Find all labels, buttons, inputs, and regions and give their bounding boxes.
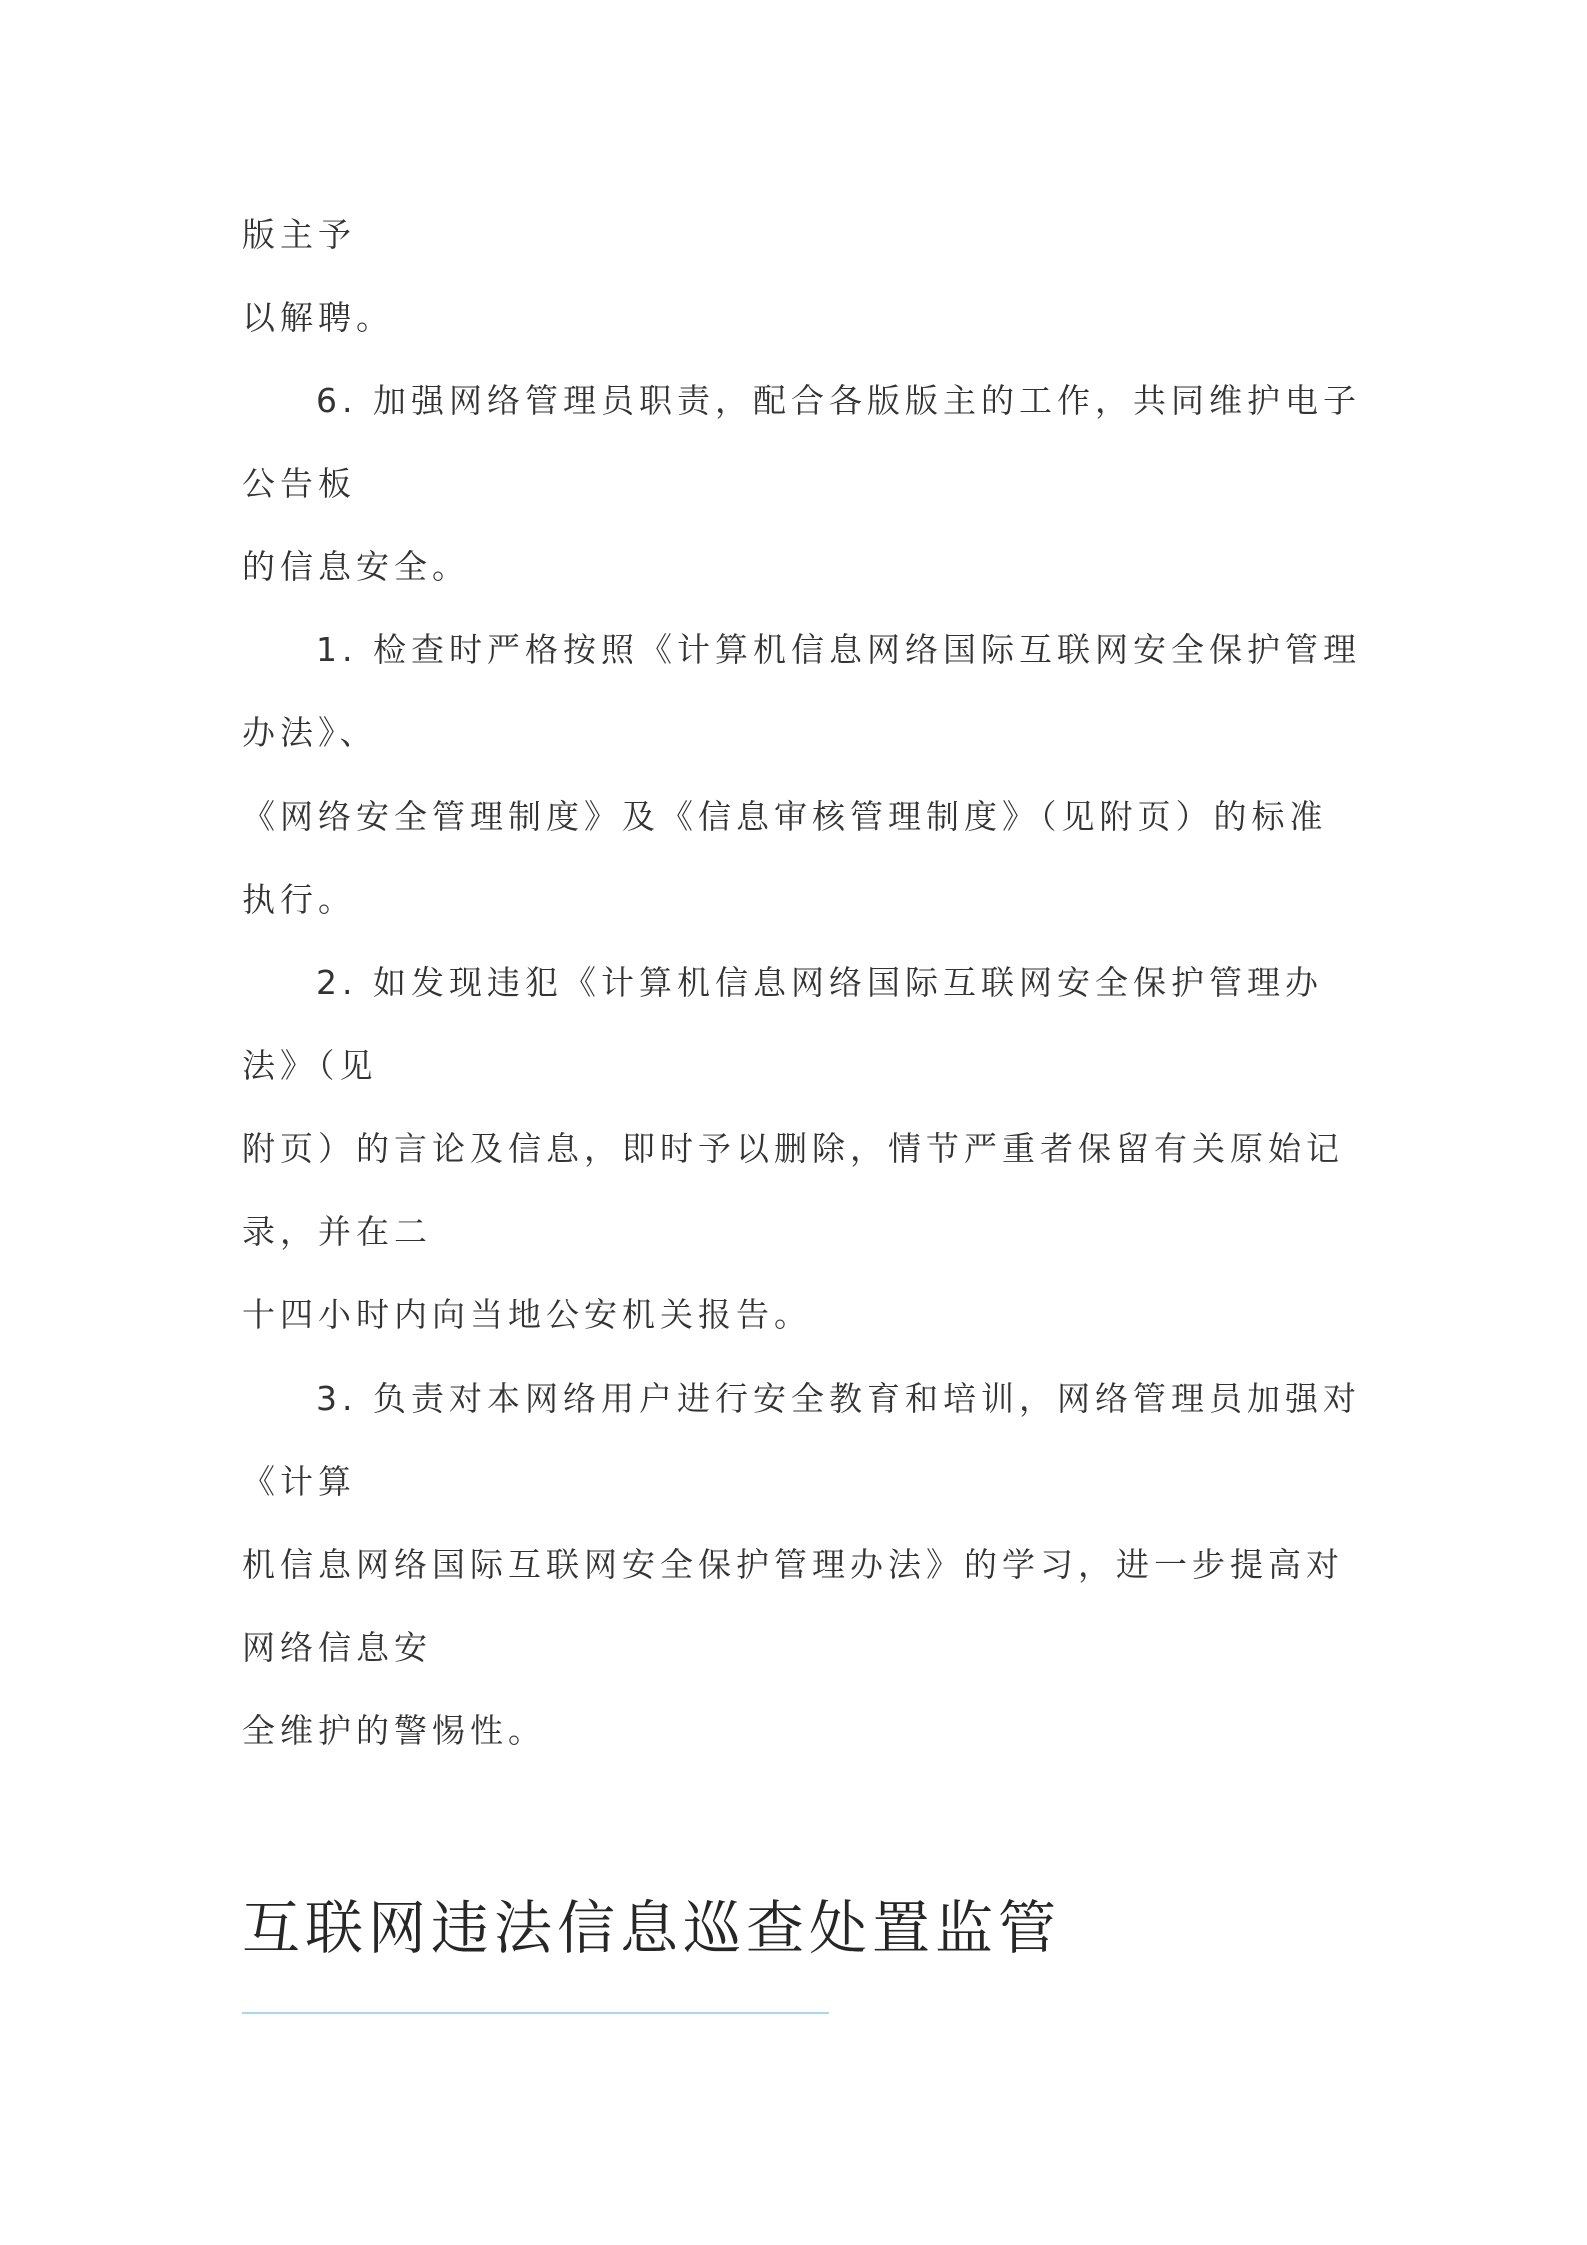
heading-underline — [242, 2012, 829, 2014]
body-line: 《网络安全管理制度》及《信息审核管理制度》（见附页）的标准 — [242, 797, 1328, 836]
body-line: 全维护的警惕性。 — [242, 1711, 546, 1750]
body-line: 办法》、 — [242, 713, 378, 752]
body-line: 《计算 — [242, 1462, 356, 1501]
body-line: 版主予 — [242, 215, 356, 254]
section-heading: 互联网违法信息巡查处置监管 — [242, 1894, 1062, 1962]
body-line: 录，并在二 — [242, 1212, 432, 1251]
body-line: 3. 负责对本网络用户进行安全教育和培训，网络管理员加强对 — [316, 1379, 1361, 1418]
body-line: 附页）的言论及信息，即时予以删除，情节严重者保留有关原始记 — [242, 1129, 1344, 1168]
body-line: 2. 如发现违犯《计算机信息网络国际互联网安全保护管理办 — [316, 963, 1323, 1002]
body-line: 法》（见 — [242, 1046, 378, 1085]
body-line: 机信息网络国际互联网安全保护管理办法》的学习，进一步提高对 — [242, 1545, 1344, 1584]
body-line: 网络信息安 — [242, 1628, 432, 1667]
body-line: 十四小时内向当地公安机关报告。 — [242, 1295, 812, 1334]
body-line: 执行。 — [242, 880, 356, 919]
body-line: 公告板 — [242, 464, 356, 503]
body-line: 的信息安全。 — [242, 547, 470, 586]
body-line: 以解聘。 — [242, 298, 394, 337]
body-line: 6. 加强网络管理员职责，配合各版版主的工作，共同维护电子 — [316, 381, 1361, 420]
body-line: 1. 检查时严格按照《计算机信息网络国际互联网安全保护管理 — [316, 630, 1361, 669]
